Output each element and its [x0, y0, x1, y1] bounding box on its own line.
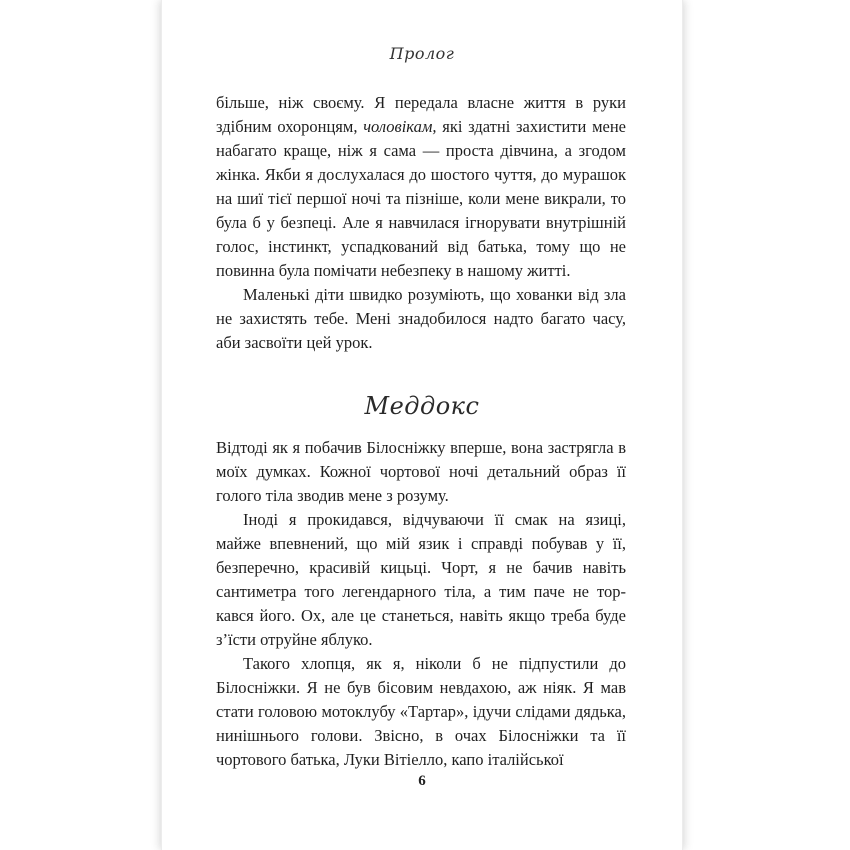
- book-page: [161, 0, 683, 850]
- paragraph-text: більше, ніж своєму. Я передала власне життя в руки здібним охоронцям,: [216, 93, 626, 136]
- paragraph: [216, 91, 626, 283]
- paragraph: Відтоді як я побачив Білосніжку вперше, вона застрягла в моїх думках. Кожної чортової ночі детальний образ її голого тіла зводив мене з розуму.: [216, 438, 626, 505]
- paragraph: Іноді я прокидався, відчуваючи її смак на язиці, майже впевнений, що мій язик і справді побував у її, безперечно, красивій кицьці. Чорт, я не бачив навіть сантиметра того легендарного тіла, а тим паче не торкався його. Ох, але це станеться, навіть якщо треба буде з’їсти отруйне яблуко.: [216, 510, 626, 649]
- chapter-text: [216, 436, 626, 772]
- paragraph: Такого хлопця, як я, ніколи б не підпустили до Білосніжки. Я не був бісовим невдахою, аж ніяк. Я мав стати головою мотоклубу «Тартар», ідучи слідами дядька, нинішнього голови. Звісно, в очах Білосніжки та її чортового батька, Луки Вітіелло, капо італійської: [216, 654, 626, 769]
- prologue-text: [216, 91, 626, 355]
- paragraph-text: які здатні захистити мене набагато краще, ніж я сама — проста дівчина, а згодом жінка. Якби я дослухалася до шостого чуття, до мурашок на шиї тієї першої ночі та пізніше, коли мене викрали, то була б у безпеці. Але я навчилася ігнорувати внутрішній голос, інстинкт, успадкований від батька, тому що не повинна була помічати небезпеку в нашому житті.: [216, 117, 626, 280]
- emphasis-text: чоловікам,: [363, 117, 437, 136]
- paragraph: Маленькі діти швидко розуміють, що хованки від зла не захистять тебе. Мені знадобилося надто багато часу, аби засвоїти цей урок.: [216, 285, 626, 352]
- running-head: Пролог: [389, 44, 455, 63]
- page-number: 6: [418, 773, 426, 789]
- section-heading: Меддокс: [364, 392, 480, 420]
